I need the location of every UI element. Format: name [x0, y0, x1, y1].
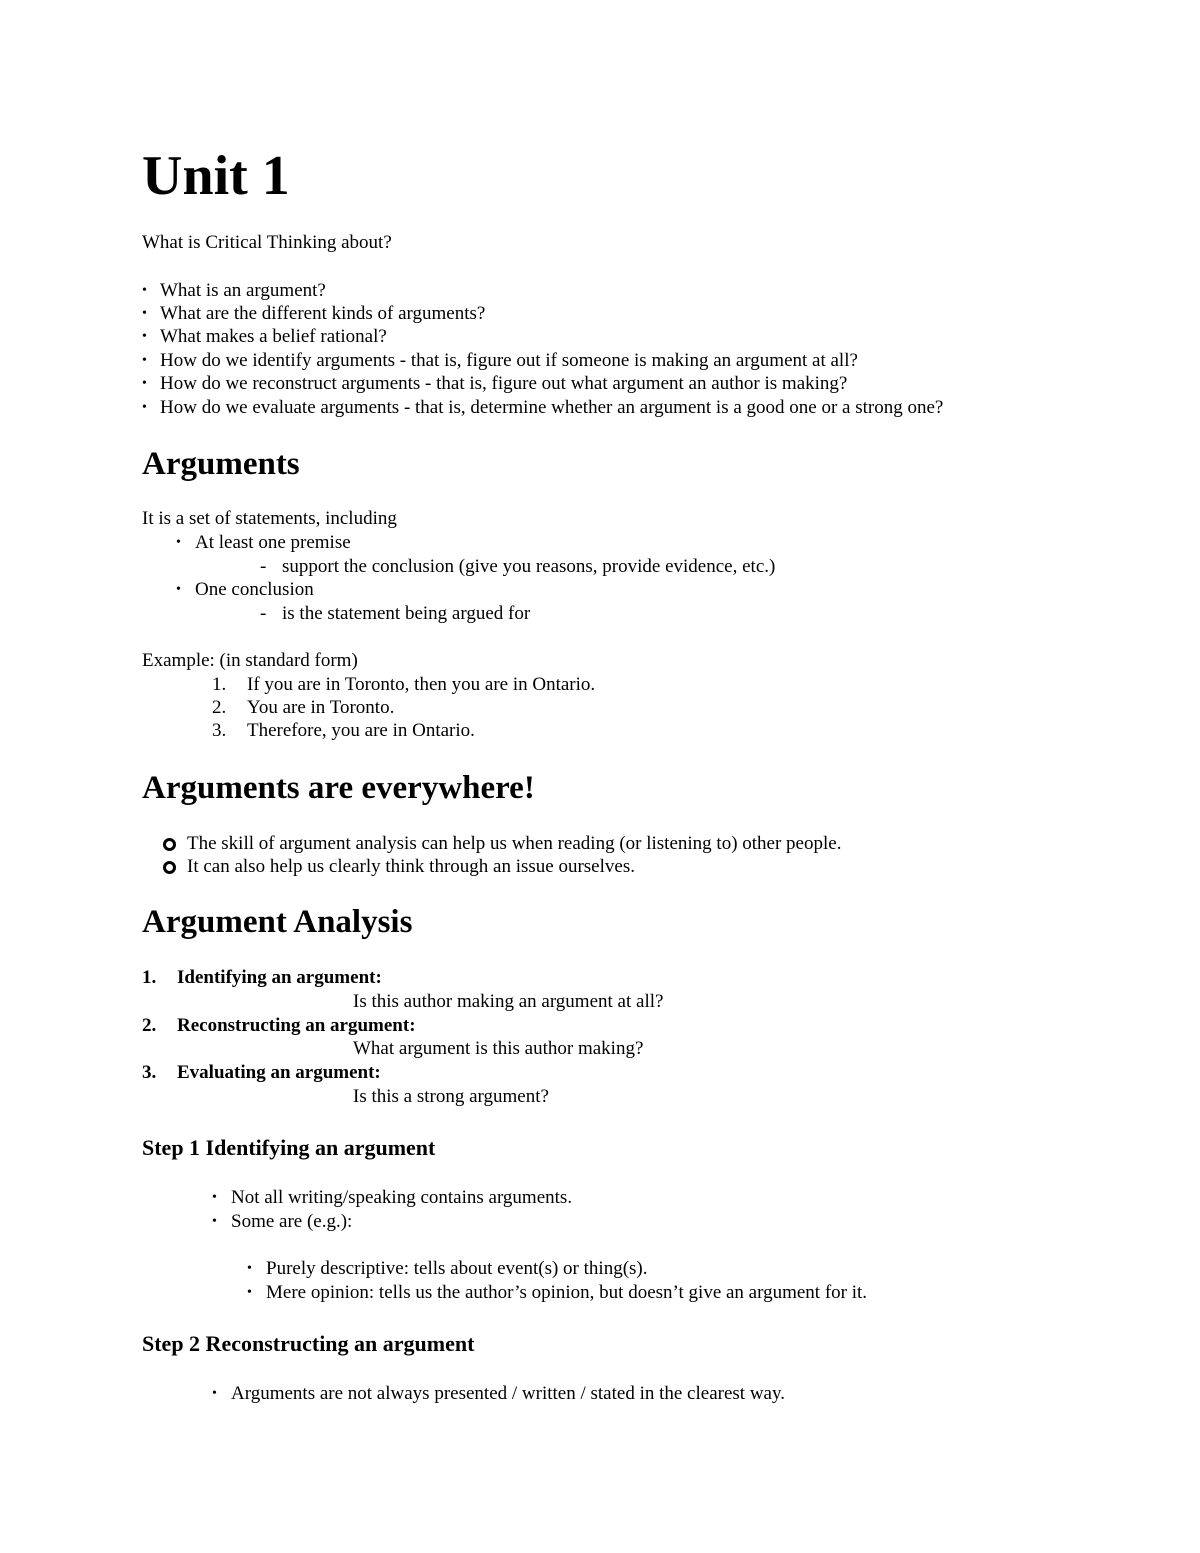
subsection-heading-step1: Step 1 Identifying an argument — [142, 1135, 436, 1160]
list-number: 1. — [212, 674, 227, 695]
list-item: support the conclusion (give you reasons, provide evidence, etc.) — [282, 556, 776, 577]
list-item: Some are (e.g.): — [231, 1211, 353, 1232]
dash-icon: - — [260, 603, 267, 624]
bullet-icon: • — [212, 1214, 217, 1229]
intro-question: What is Critical Thinking about? — [142, 232, 392, 253]
analysis-step-label: Reconstructing an argument: — [177, 1015, 416, 1036]
bullet-icon: • — [212, 1386, 217, 1401]
bullet-icon: • — [176, 535, 181, 550]
list-item: is the statement being argued for — [282, 603, 531, 624]
analysis-step-label: Identifying an argument: — [177, 967, 382, 988]
arguments-lead: It is a set of statements, including — [142, 508, 397, 529]
list-item: Not all writing/speaking contains arguments. — [231, 1187, 573, 1208]
list-item: It can also help us clearly think through an issue ourselves. — [187, 856, 635, 877]
analysis-step-label: Evaluating an argument: — [177, 1062, 381, 1083]
bullet-icon: • — [142, 400, 147, 415]
list-item: Arguments are not always presented / written / stated in the clearest way. — [231, 1383, 785, 1404]
list-number: 2. — [212, 697, 227, 718]
bullet-icon: • — [142, 353, 147, 368]
list-item: What is an argument? — [160, 280, 326, 301]
section-heading-analysis: Argument Analysis — [142, 904, 413, 940]
list-number: 3. — [212, 720, 227, 741]
list-item: If you are in Toronto, then you are in Ontario. — [247, 674, 596, 695]
bullet-icon: • — [142, 329, 147, 344]
list-item: What makes a belief rational? — [160, 326, 387, 347]
subsection-heading-step2: Step 2 Reconstructing an argument — [142, 1331, 475, 1356]
section-heading-everywhere: Arguments are everywhere! — [142, 770, 535, 806]
list-item: How do we evaluate arguments - that is, determine whether an argument is a good one or a strong one? — [160, 397, 944, 418]
bullet-icon: • — [247, 1285, 252, 1300]
bullet-icon: • — [142, 283, 147, 298]
section-heading-arguments: Arguments — [142, 446, 300, 482]
ring-bullet-icon — [163, 861, 176, 874]
bullet-icon: • — [142, 376, 147, 391]
ring-bullet-icon — [163, 838, 176, 851]
analysis-step-question: What argument is this author making? — [353, 1038, 644, 1059]
list-item: Therefore, you are in Ontario. — [247, 720, 475, 741]
list-number: 3. — [142, 1062, 157, 1083]
list-item: How do we reconstruct arguments - that is, figure out what argument an author is making? — [160, 373, 848, 394]
list-item: Purely descriptive: tells about event(s) or thing(s). — [266, 1258, 648, 1279]
page-title: Unit 1 — [142, 145, 290, 207]
list-item: You are in Toronto. — [247, 697, 395, 718]
analysis-step-question: Is this a strong argument? — [353, 1086, 549, 1107]
bullet-icon: • — [176, 582, 181, 597]
bullet-icon: • — [212, 1190, 217, 1205]
list-item: At least one premise — [195, 532, 351, 553]
example-label: Example: (in standard form) — [142, 650, 358, 671]
list-number: 2. — [142, 1015, 157, 1036]
list-item: Mere opinion: tells us the author’s opinion, but doesn’t give an argument for it. — [266, 1282, 868, 1303]
list-item: How do we identify arguments - that is, figure out if someone is making an argument at all? — [160, 350, 858, 371]
analysis-step-question: Is this author making an argument at all? — [353, 991, 664, 1012]
list-item: One conclusion — [195, 579, 314, 600]
bullet-icon: • — [247, 1261, 252, 1276]
list-number: 1. — [142, 967, 157, 988]
bullet-icon: • — [142, 306, 147, 321]
dash-icon: - — [260, 556, 267, 577]
list-item: What are the different kinds of arguments? — [160, 303, 486, 324]
list-item: The skill of argument analysis can help us when reading (or listening to) other people. — [187, 833, 842, 854]
